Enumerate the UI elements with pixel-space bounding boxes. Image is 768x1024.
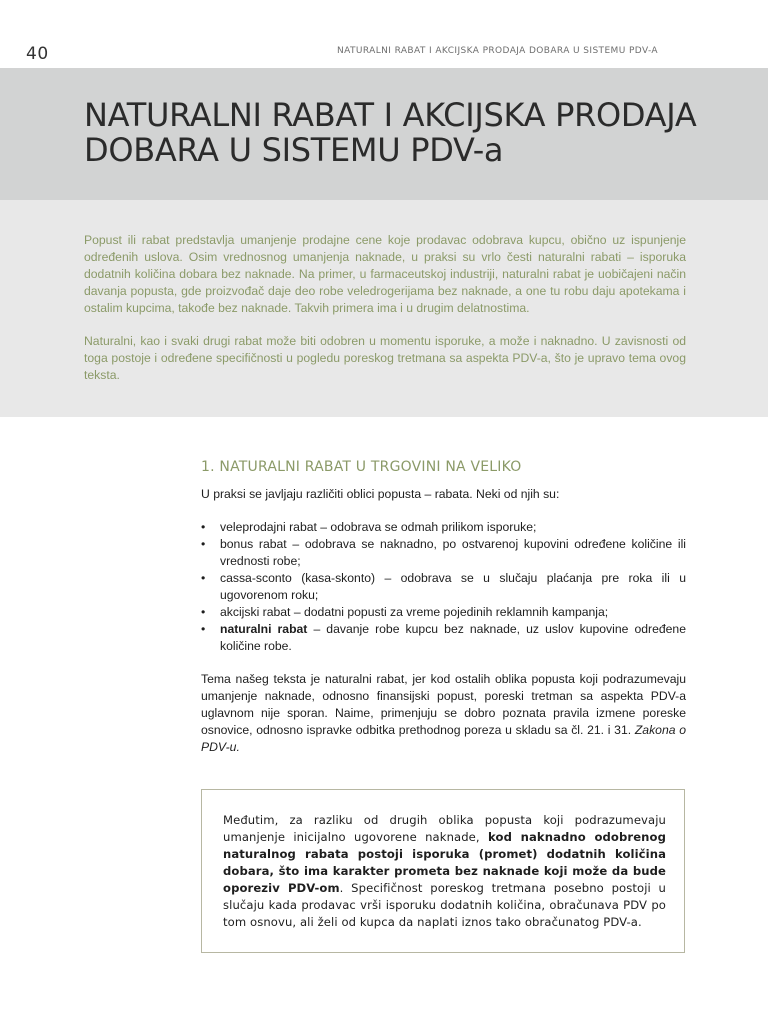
page-title: NATURALNI RABAT I AKCIJSKA PRODAJA DOBARA U SISTEMU PDV-a	[84, 96, 697, 169]
intro-text	[84, 232, 686, 400]
page-number: 40	[26, 44, 49, 64]
list-item-text: bonus rabat – odobrava se naknadno, po ostvarenoj kupovini određene količine ili vrednosti robe;	[220, 537, 686, 568]
list-item-text: – davanje robe kupcu bez naknade, uz uslov kupovine određene količine robe.	[220, 622, 686, 653]
bullet-icon: •	[201, 520, 206, 534]
callout-text-part-2: . Specifičnost poreskog tretmana posebno postoji u slučaju kada prodavac vrši isporuku dodatnih količina, obračunava PDV po tom osnovu, ali želi od kupca da naplati iznos tako obračunatog PDV-a.	[223, 881, 667, 929]
list-item-text: veleprodajni rabat – odobrava se odmah prilikom isporuke;	[220, 520, 537, 534]
list-item-text: cassa-sconto (kasa-skonto) – odobrava se u slučaju plaćanja pre roka ili u ugovorenom roku;	[220, 571, 686, 602]
discount-types-list	[201, 519, 686, 655]
list-item-text: akcijski rabat – dodatni popusti za vreme pojedinih reklamnih kampanja;	[220, 605, 609, 619]
callout-text-part-1: Međutim, za razliku od drugih oblika popusta koji podrazumevaju umanjenje inicijalno ugovorene naknade,	[223, 813, 666, 844]
paragraph-text: Tema našeg teksta je naturalni rabat, jer kod ostalih oblika popusta koji podrazumevaju umanjenje naknade, odnosno finansijski popust, poreski tretman sa aspekta PDV-a uglavnom nije sporan. Naime, primenjuju se dobro poznata pravila izmene poreske osnovice, odnosno ispravke odbitka prethodnog poreza u skladu sa čl. 21. i 31.	[201, 672, 686, 737]
bullet-icon: •	[201, 571, 206, 585]
bullet-icon: •	[201, 605, 206, 619]
list-item-term: naturalni rabat	[220, 622, 308, 636]
law-reference: Zakona o PDV-u.	[201, 723, 686, 754]
intro-paragraph-2: Naturalni, kao i svaki drugi rabat može biti odobren u momentu isporuke, a može i naknadno. U zavisnosti od toga postoje i određene specifičnosti u pogledu poreskog tretmana sa aspekta PDV-a, što je upravo tema ovog teksta.	[84, 334, 686, 382]
list-item	[201, 536, 686, 570]
list-item	[201, 621, 686, 655]
list-item	[201, 604, 686, 621]
bullet-icon: •	[201, 622, 206, 636]
running-header: NATURALNI RABAT I AKCIJSKA PRODAJA DOBARA U SISTEMU PDV-A	[337, 46, 658, 56]
callout-emphasis: kod naknadno odobrenog naturalnog rabata postoji isporuka (promet) dodatnih količina dobara, što ima karakter prometa bez naknade koji može da bude oporeziv PDV-om	[223, 830, 666, 895]
section-1	[201, 459, 686, 756]
list-item	[201, 570, 686, 604]
section-lead: U praksi se javljaju različiti oblici popusta – rabata. Neki od njih su:	[201, 487, 560, 501]
bullet-icon: •	[201, 537, 206, 551]
list-item	[201, 519, 686, 536]
section-paragraph-2	[201, 671, 686, 756]
section-heading: 1. NATURALNI RABAT U TRGOVINI NA VELIKO	[201, 459, 522, 475]
intro-paragraph-1: Popust ili rabat predstavlja umanjenje prodajne cene koje prodavac odobrava kupcu, obično uz ispunjenje određenih uslova. Osim vrednosnog umanjenja naknade, u praksi su vrlo česti naturalni rabati – isporuka dodatnih količina dobara bez naknade. Na primer, u farmaceutskoj industriji, naturalni rabat je uobičajeni način davanja popusta, gde proizvođač daje deo robe veledrogerijama bez naknade, a one tu robu daju apotekama i ostalim kupcima, takođe bez naknade. Takvih primera ima i u drugim delatnostima.	[84, 233, 686, 315]
callout-text	[223, 812, 666, 931]
